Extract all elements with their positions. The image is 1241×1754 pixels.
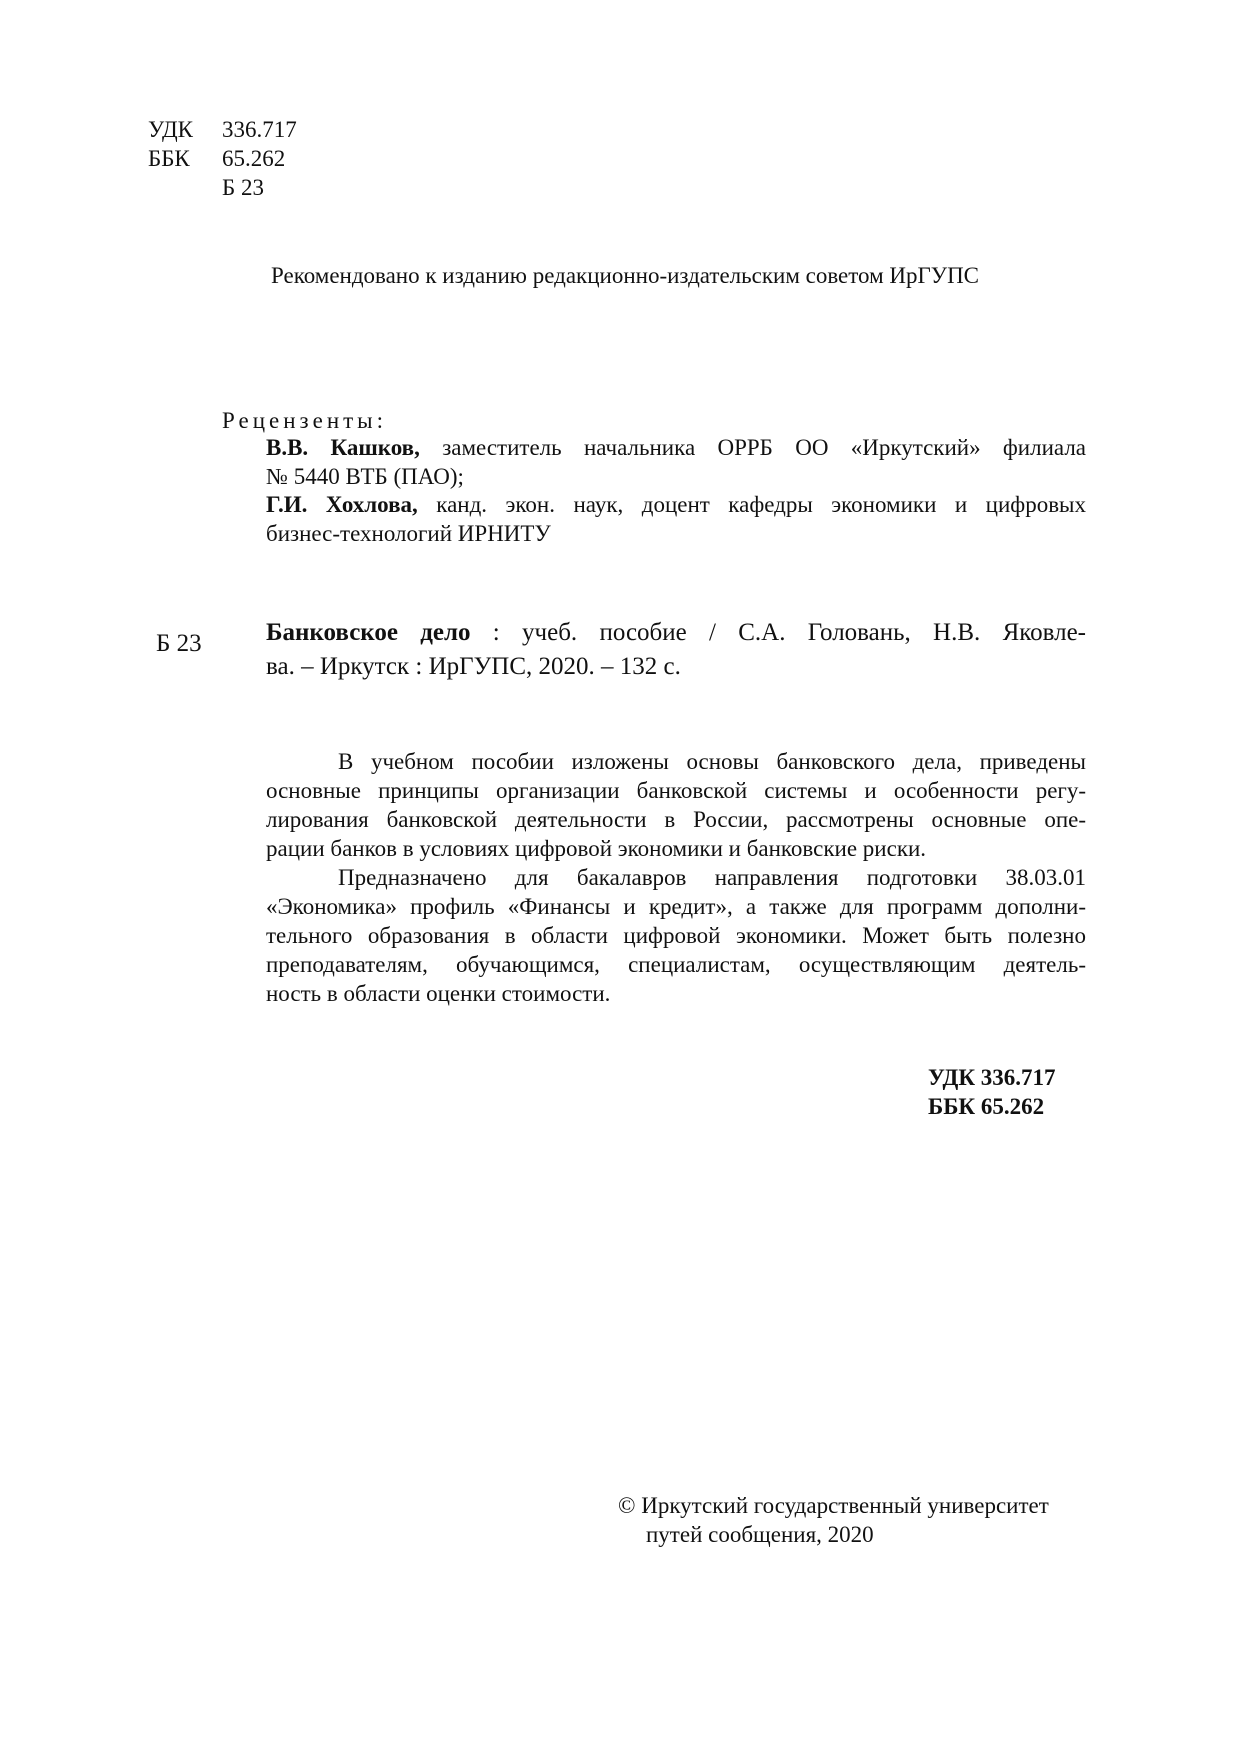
- classification-bbk: ББК 65.262: [928, 1094, 1045, 1119]
- bib-line1: [266, 617, 1086, 649]
- annotation-p1-line1: В учебном пособии изложены основы банковского дела, приведены: [338, 749, 1086, 774]
- annotation-p2-line5: ность в области оценки стоимости.: [266, 981, 611, 1006]
- copyright-line1: © Иркутский государственный университет: [618, 1493, 1049, 1518]
- reviewer-1-line1: [266, 434, 1086, 462]
- udk-line: [148, 116, 297, 144]
- annotation-p1-line4: рации банков в условиях цифровой экономики и банковские риски.: [266, 836, 927, 861]
- reviewer-1-line2: № 5440 ВТБ (ПАО);: [266, 464, 464, 489]
- reviewer-2-text: канд. экон. наук, доцент кафедры экономики и цифровых: [436, 492, 1087, 517]
- bbk-value: 65.262: [222, 146, 286, 171]
- annotation-p2-line4: преподавателям, обучающимся, специалистам, осуществляющим деятель-: [266, 952, 1086, 977]
- annotation-p2-line3: тельного образования в области цифровой экономики. Может быть полезно: [266, 923, 1086, 948]
- annotation-p2-line1: Предназначено для бакалавров направления подготовки 38.03.01: [338, 865, 1086, 890]
- reviewers-heading: Рецензенты:: [222, 408, 388, 433]
- annotation-p1-line2: основные принципы организации банковской системы и особенности регу-: [266, 778, 1086, 803]
- reviewer-2-line2: бизнес-технологий ИРНИТУ: [266, 521, 551, 546]
- bib-title: Банковское дело: [266, 619, 471, 646]
- bbk-label: ББК: [148, 146, 190, 171]
- reviewer-2-name: Г.И. Хохлова,: [266, 492, 418, 517]
- reviewer-1-text: заместитель начальника ОРРБ ОО «Иркутский» филиала: [442, 435, 1086, 460]
- recommendation: Рекомендовано к изданию редакционно-издательским советом ИрГУПС: [271, 263, 980, 288]
- bib-line1-rest: : учеб. пособие / С.А. Головань, Н.В. Яковле-: [470, 619, 1086, 646]
- udk-label: УДК: [148, 117, 193, 142]
- bib-line2: ва. – Иркутск : ИрГУПС, 2020. – 132 с.: [266, 653, 681, 680]
- copyright-line2: путей сообщения, 2020: [646, 1522, 874, 1547]
- annotation-p2-line2: «Экономика» профиль «Финансы и кредит», а также для программ дополни-: [266, 894, 1086, 919]
- classification-udk: УДК 336.717: [928, 1065, 1056, 1090]
- annotation-p1-line3: лирования банковской деятельности в России, рассмотрены основные опе-: [266, 807, 1086, 832]
- reviewer-2-line1: [266, 491, 1086, 519]
- author-mark: Б 23: [222, 175, 264, 200]
- udk-value: 336.717: [222, 117, 297, 142]
- bbk-line: [148, 145, 285, 173]
- reviewer-1-name: В.В. Кашков,: [266, 435, 420, 460]
- bib-mark: Б 23: [156, 630, 202, 657]
